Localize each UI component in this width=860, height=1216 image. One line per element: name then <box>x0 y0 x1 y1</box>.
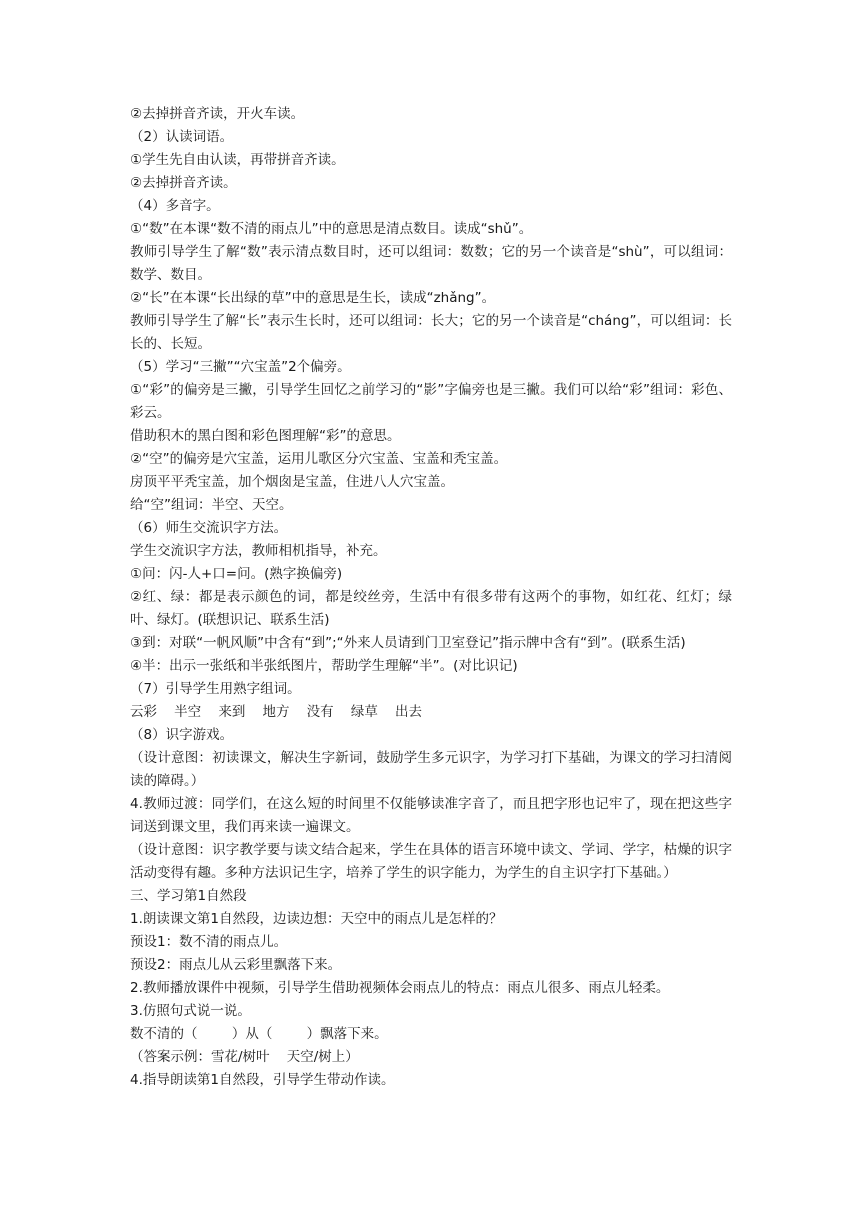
text-line: 借助积木的黑白图和彩色图理解“彩”的意思。 <box>130 428 401 444</box>
text-line: 2.教师播放课件中视频，引导学生借助视频体会雨点儿的特点：雨点儿很多、雨点儿轻柔。 <box>130 980 670 996</box>
text-line: （5）学习“三撇”“穴宝盖”2个偏旁。 <box>130 359 351 375</box>
text-line: （2）认读词语。 <box>130 129 234 145</box>
text-line: ②“长”在本课“长出绿的草”中的意思是生长，读成“zhǎng”。 <box>130 290 496 306</box>
text-line: 3.仿照句式说一说。 <box>130 1003 251 1019</box>
text-line: ①“彩”的偏旁是三撇，引导学生回忆之前学习的“影”字偏旁也是三撇。我们可以给“彩”组词：彩色、彩云。 <box>130 382 732 421</box>
sentence-pattern-line: 数不清的（ ）从（ ）飘落下来。 <box>130 1026 388 1042</box>
text-line: ②红、绿：都是表示颜色的词，都是绞丝旁，生活中有很多带有这两个的事物，如红花、红灯；绿叶、绿灯。(联想识记、联系生活) <box>130 589 732 628</box>
text-line: 1.朗读课文第1自然段，边读边想：天空中的雨点儿是怎样的？ <box>130 911 503 927</box>
text-line: ①学生先自由认读，再带拼音齐读。 <box>130 152 345 168</box>
text-line: （6）师生交流识字方法。 <box>130 520 288 536</box>
text-line: （8）识字游戏。 <box>130 727 234 743</box>
text-line: 预设1：数不清的雨点儿。 <box>130 934 288 950</box>
text-line: 给“空”组词：半空、天空。 <box>130 497 293 513</box>
text-line: 学生交流识字方法，教师相机指导，补充。 <box>130 543 387 559</box>
word-list-line: 云彩 半空 来到 地方 没有 绿草 出去 <box>130 704 422 720</box>
section-heading: 三、学习第1自然段 <box>130 888 247 904</box>
text-line: （4）多音字。 <box>130 198 220 214</box>
text-line: 4.指导朗读第1自然段，引导学生带动作读。 <box>130 1072 395 1088</box>
document-page <box>130 103 732 1092</box>
text-line: （设计意图：识字教学要与读文结合起来，学生在具体的语言环境中读文、学词、学字，枯燥的识字活动变得有趣。多种方法识记生字，培养了学生的识字能力，为学生的自主识字打下基础。） <box>130 842 732 881</box>
text-line: 教师引导学生了解“长”表示生长时，还可以组词：长大；它的另一个读音是“cháng”，可以组词：长长的、长短。 <box>130 313 732 352</box>
answer-example-line: （答案示例：雪花/树叶 天空/树上） <box>130 1049 359 1065</box>
text-line: 预设2：雨点儿从云彩里飘落下来。 <box>130 957 342 973</box>
text-line: ①问：闪-人+口=问。(熟字换偏旁) <box>130 566 343 582</box>
text-line: （设计意图：初读课文，解决生字新词，鼓励学生多元识字，为学习打下基础，为课文的学习扫清阅读的障碍。） <box>130 750 732 789</box>
text-line: （7）引导学生用熟字组词。 <box>130 681 301 697</box>
text-line: ②“空”的偏旁是穴宝盖，运用儿歌区分穴宝盖、宝盖和秃宝盖。 <box>130 451 508 467</box>
text-line: 房顶平平秃宝盖，加个烟囱是宝盖，住进八人穴宝盖。 <box>130 474 454 490</box>
text-line: ③到：对联“一帆风顺”中含有“到”;“外来人员请到门卫室登记”指示牌中含有“到”。(联系生活) <box>130 635 686 651</box>
text-line: ②去掉拼音齐读。 <box>130 175 237 191</box>
text-line: ④半：出示一张纸和半张纸图片，帮助学生理解“半”。(对比识记) <box>130 658 518 674</box>
text-line: ①“数”在本课“数不清的雨点儿”中的意思是清点数目。读成“shǔ”。 <box>130 221 533 237</box>
text-line: 教师引导学生了解“数”表示清点数目时，还可以组词：数数；它的另一个读音是“shù”，可以组词：数学、数目。 <box>130 244 732 283</box>
text-line: ②去掉拼音齐读，开火车读。 <box>130 106 305 122</box>
text-line: 4.教师过渡：同学们，在这么短的时间里不仅能够读准字音了，而且把字形也记牢了，现在把这些字词送到课文里，我们再来读一遍课文。 <box>130 796 732 835</box>
